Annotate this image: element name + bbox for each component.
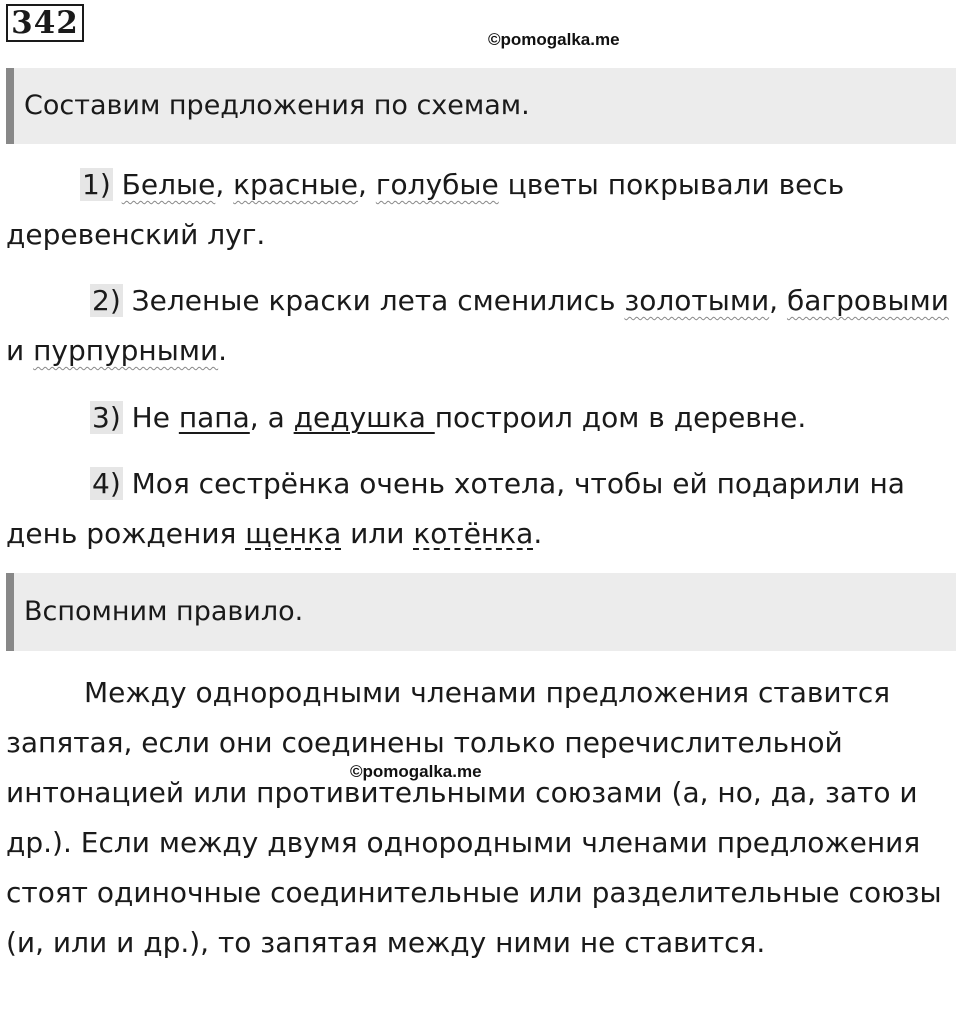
sentence-3 <box>6 393 954 443</box>
homogeneous-word: багровыми <box>786 284 949 317</box>
punct: , <box>769 284 779 317</box>
section-heading-task <box>6 68 956 144</box>
rule-paragraph: Между однородными членами предложения ставится запятая, если они соединены только перечислительной интонацией или противительными союзами (а, но, да, зато и др.). Если между двумя однородными членами предложения стоят одиночные соединительные или разделительные союзы (и, или и др.), то запятая между ними не ставится. <box>6 676 942 959</box>
sentence-text: , а <box>249 401 294 434</box>
exercise-number: 342 <box>6 4 84 42</box>
watermark-middle: ©pomogalka.me <box>350 762 482 781</box>
punct: , <box>358 168 367 201</box>
watermark-top: ©pomogalka.me <box>488 30 620 49</box>
homogeneous-word: красные <box>233 168 359 201</box>
sentence-text: построил дом в деревне. <box>434 401 807 434</box>
sentence-text: или <box>341 517 414 550</box>
punct: , <box>215 168 225 201</box>
homogeneous-subject: папа <box>178 401 250 434</box>
homogeneous-word: пурпурными <box>33 334 219 367</box>
homogeneous-word: голубые <box>375 168 499 201</box>
sentence-text: Моя сестрёнка очень хотела, чтобы ей подарили на день рождения <box>6 467 905 550</box>
homogeneous-object: щенка <box>245 517 342 550</box>
sentence-4 <box>6 459 954 559</box>
sentence-1-number: 1) <box>82 168 111 201</box>
homogeneous-word: золотыми <box>624 284 770 317</box>
homogeneous-object: котёнка <box>413 517 534 550</box>
section-heading-rule <box>6 573 956 651</box>
section-heading-task-text: Составим предложения по схемам. <box>24 90 530 121</box>
punct: . <box>533 517 543 550</box>
sentence-2-number: 2) <box>92 284 121 317</box>
homogeneous-subject: дедушка <box>293 401 435 434</box>
homogeneous-word: Белые <box>121 168 216 201</box>
sentence-text: Зеленые краски лета сменились <box>122 284 625 317</box>
sentence-text: и <box>6 334 34 367</box>
section-heading-rule-text: Вспомним правило. <box>24 596 304 627</box>
sentence-3-number: 3) <box>92 401 121 434</box>
sentence-text: Не <box>122 401 179 434</box>
sentence-4-number: 4) <box>92 467 121 500</box>
punct: . <box>218 334 228 367</box>
sentence-text: цветы покрывали весь деревенский луг. <box>6 168 845 251</box>
sentence-1 <box>6 160 954 260</box>
sentence-2 <box>6 276 954 376</box>
